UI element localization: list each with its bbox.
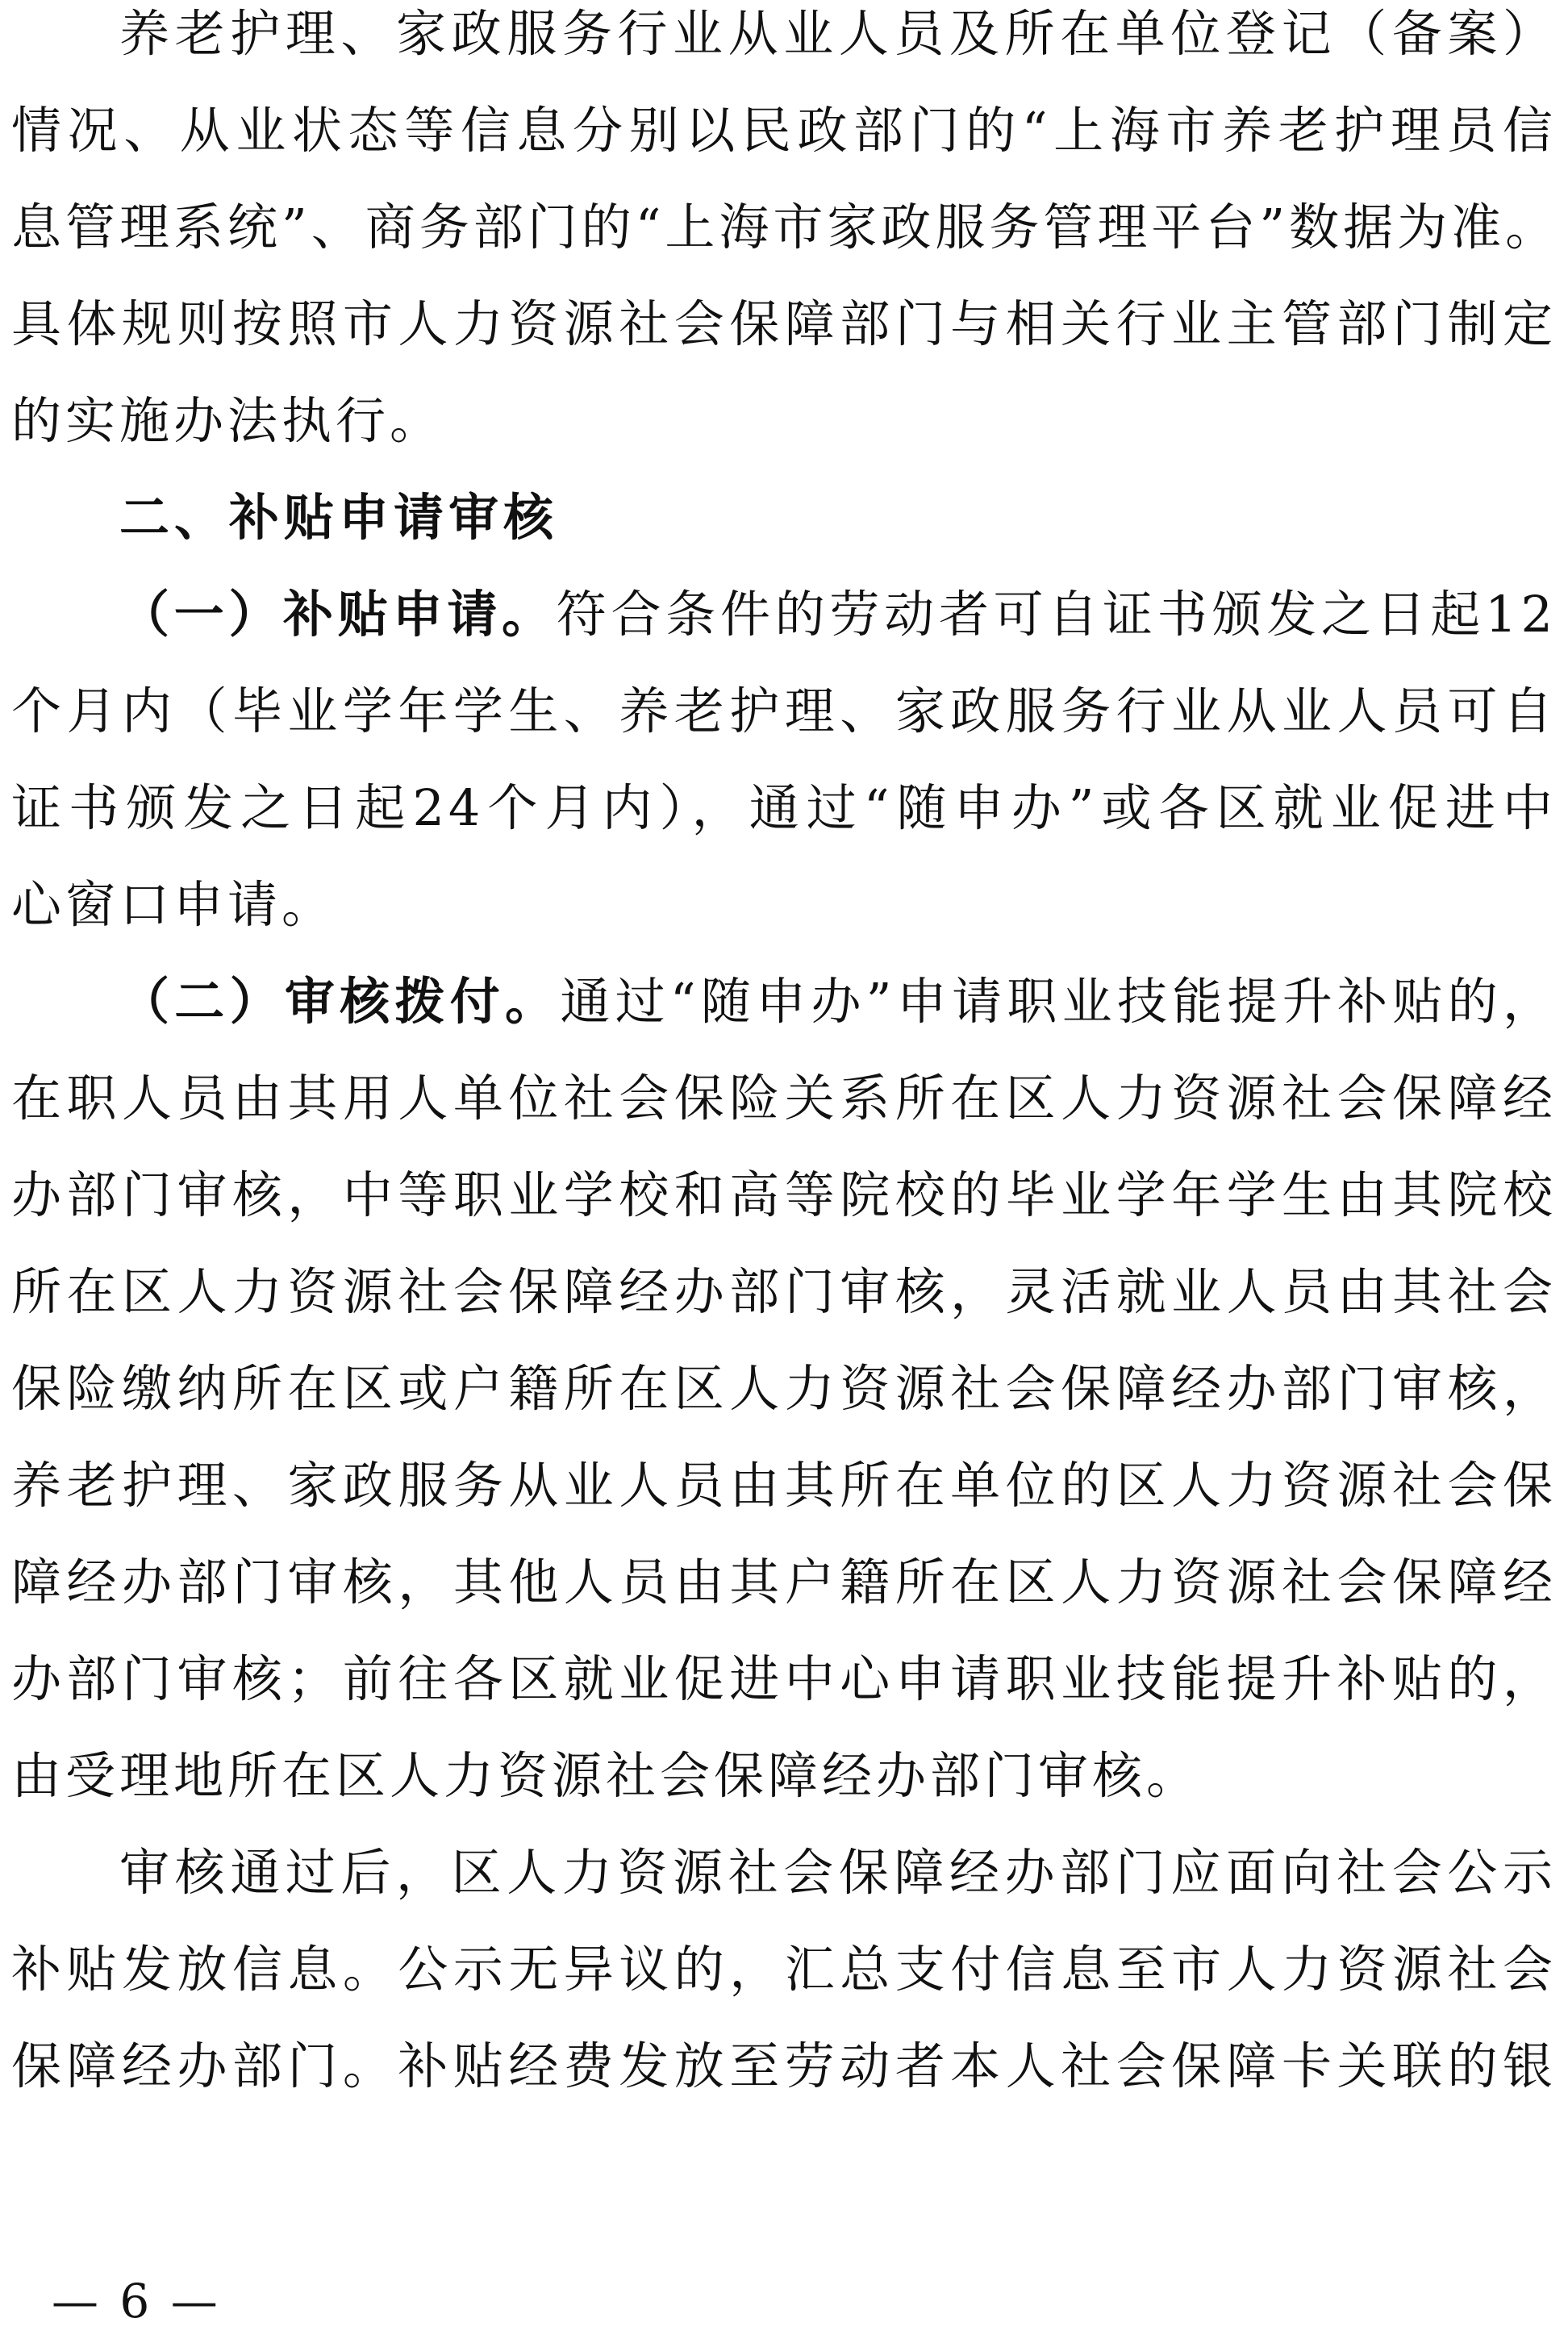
paragraph-line: 个月内（毕业学年学生、养老护理、家政服务行业从业人员可自 xyxy=(11,682,1557,740)
paragraph-line: 的实施办法执行。 xyxy=(11,391,444,450)
paragraph-line: 证书颁发之日起24个月内），通过“随申办”或各区就业促进中 xyxy=(11,778,1557,837)
paragraph-line: 办部门审核，中等职业学校和高等院校的毕业学年学生由其院校 xyxy=(11,1165,1557,1224)
page-number: — 6 — xyxy=(52,2274,221,2328)
paragraph-text: 符合条件的劳动者可自证书颁发之日起12 xyxy=(556,585,1557,644)
paragraph-line: 情况、从业状态等信息分别以民政部门的“上海市养老护理员信 xyxy=(11,101,1557,160)
section-heading: 二、补贴申请审核 xyxy=(119,488,559,547)
paragraph-line xyxy=(119,969,1557,1034)
paragraph-line xyxy=(119,582,1557,647)
paragraph-line: 息管理系统”、商务部门的“上海市家政服务管理平台”数据为准。 xyxy=(11,198,1560,256)
paragraph-line: 保险缴纳所在区或户籍所在区人力资源社会保障经办部门审核， xyxy=(11,1359,1557,1418)
paragraph-line: 审核通过后，区人力资源社会保障经办部门应面向社会公示 xyxy=(119,1843,1557,1902)
paragraph-line: 养老护理、家政服务从业人员由其所在单位的区人力资源社会保 xyxy=(11,1456,1557,1515)
paragraph-line: 由受理地所在区人力资源社会保障经办部门审核。 xyxy=(11,1746,1201,1805)
paragraph-line: 具体规则按照市人力资源社会保障部门与相关行业主管部门制定 xyxy=(11,294,1557,353)
paragraph-line: 养老护理、家政服务行业从业人员及所在单位登记（备案） xyxy=(119,4,1557,63)
paragraph-line: 心窗口申请。 xyxy=(11,875,336,934)
paragraph-line: 所在区人力资源社会保障经办部门审核，灵活就业人员由其社会 xyxy=(11,1262,1557,1321)
paragraph-line: 障经办部门审核，其他人员由其户籍所在区人力资源社会保障经 xyxy=(11,1553,1557,1611)
paragraph-line: 办部门审核；前往各区就业促进中心申请职业技能提升补贴的， xyxy=(11,1649,1557,1708)
paragraph-line: 补贴发放信息。公示无异议的，汇总支付信息至市人力资源社会 xyxy=(11,1940,1557,1999)
subsection-title: （一）补贴申请。 xyxy=(119,585,557,644)
subsection-title: （二）审核拨付。 xyxy=(119,972,561,1031)
paragraph-line: 保障经办部门。补贴经费发放至劳动者本人社会保障卡关联的银 xyxy=(11,2037,1557,2095)
paragraph-line: 在职人员由其用人单位社会保险关系所在区人力资源社会保障经 xyxy=(11,1069,1557,1128)
paragraph-text: 通过“随申办”申请职业技能提升补贴的， xyxy=(560,972,1557,1031)
